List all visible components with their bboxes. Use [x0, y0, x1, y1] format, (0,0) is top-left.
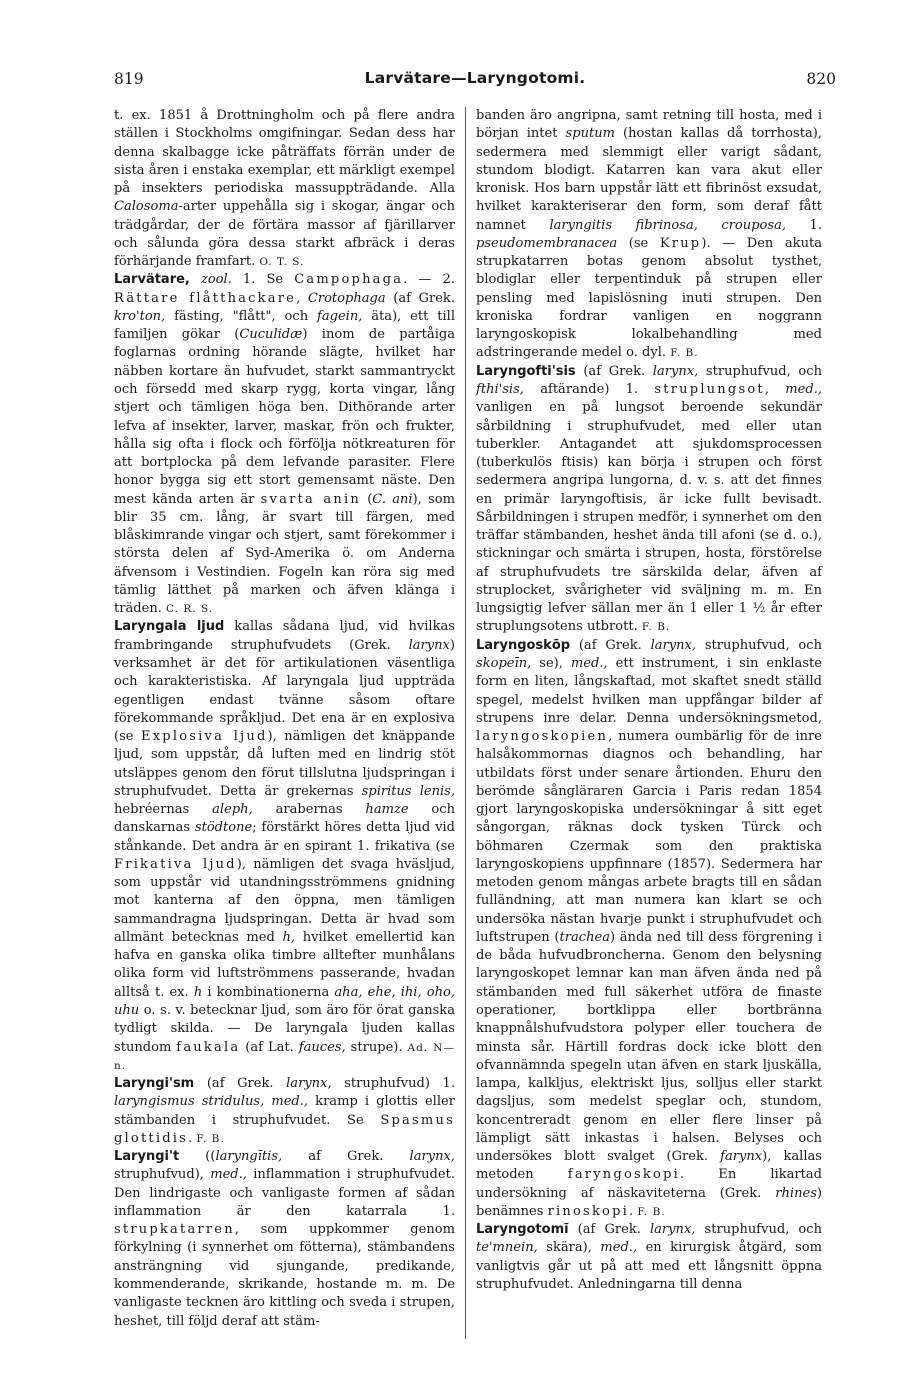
- italic-run: larynx,: [650, 637, 697, 653]
- entry-laryngism: [114, 1075, 455, 1148]
- entry-laryngit-continued: [476, 107, 822, 363]
- headword: Laryngotomī: [476, 1222, 569, 1238]
- italic-run: Cuculidæ: [239, 327, 303, 343]
- italic-run: Calosoma: [114, 199, 179, 215]
- spaced-term: Spasmus glottidis: [114, 1112, 455, 1146]
- italic-run: aleph,: [212, 802, 253, 818]
- text-run: vanligen en på lungsot beroende sekundär sårbildning i struphufvudet, med eller utan tuberkler. Antagandet att sjukdomsprocessen (tuberkulös ftisis) kan börja i strupen och först sedermera angripa lungorna, d. v. s. att det finnes en primär laryngoftisis, är icke fullt bevisadt. Sårbildningen i strupen medför, i synnerhet om den träffar stämbanden, heshet ända till afoni (se d. o.), stickningar och smärta i strupen, hosta, förstörelse af struphufvudets tre särskilda delar, äfven af struplocket, svårigheter vid sväljning m. m. En lungsigtig lefver sällan mer än 1 eller 1 ½ år efter struplungsotens utbrott.: [476, 400, 822, 635]
- text-run: hvilket emellertid kan hafva en ganska olika timbre alltefter munhålans olika form vid luftströmmens passerande, hvadan alltså t. ex.: [114, 929, 455, 1000]
- text-run: (af Lat.: [240, 1039, 299, 1055]
- text-run: ,: [764, 381, 786, 397]
- italic-run: spiritus lenis,: [361, 783, 456, 799]
- text-run: banden äro angripna, samt retning till hosta, med i början intet: [476, 108, 822, 142]
- headword: Laryngi't: [114, 1149, 180, 1165]
- headword: Laryngala ljud: [114, 619, 225, 635]
- right-column: [476, 107, 822, 1294]
- headword: Larvätare,: [114, 272, 190, 288]
- italic-run: hamze: [365, 802, 409, 818]
- text-run: (af Grek.: [570, 637, 651, 653]
- text-run: , som uppkommer genom förkylning (i synnerhet om fötterna), stämbandens ansträngning vid sjungande, predikande, kommenderande, skrikande, hostande m. m. De vanligaste tecknen äro kittling och sveda i strupen, heshet, till följd deraf att stäm-: [114, 1222, 455, 1329]
- text-run: hebréernas: [114, 802, 213, 818]
- text-run: ), kallas metoden: [476, 1149, 822, 1183]
- entry-laryngit: [114, 1148, 455, 1331]
- text-run: .: [188, 1130, 197, 1146]
- text-run: af Grek.: [282, 1149, 410, 1165]
- text-run: struphufvud, och: [698, 363, 822, 379]
- author-signature: C. R. S.: [166, 603, 214, 616]
- text-run: och danskarnas: [114, 802, 456, 836]
- italic-run: te'mnein,: [476, 1240, 538, 1256]
- text-run: struphufvud) 1.: [331, 1076, 455, 1092]
- text-run: strupe).: [345, 1039, 408, 1055]
- text-run: en kirurgisk åtgärd, som vanligtvis går ut på att med ett långsnitt öppna struphufvudet. Anledningarna till denna: [476, 1240, 822, 1292]
- author-signature: F. B.: [196, 1132, 225, 1145]
- italic-run: fagein,: [317, 308, 363, 324]
- headword: Laryngoskōp: [476, 637, 571, 653]
- text-run: se),: [531, 655, 571, 671]
- italic-run: larynx,: [286, 1076, 332, 1092]
- italic-run: pseudomembranacea: [476, 235, 618, 251]
- spaced-term: struplungsot: [654, 381, 765, 397]
- spaced-term: Frikativa ljud: [114, 856, 237, 872]
- italic-run: sputum: [565, 126, 615, 142]
- text-run: (af Grek.: [568, 1222, 650, 1238]
- italic-run: zool.: [200, 272, 232, 288]
- text-run: .: [629, 1203, 638, 1219]
- text-run: (af Grek.: [194, 1076, 287, 1092]
- italic-run: trachea: [559, 929, 610, 945]
- page-header: [114, 70, 836, 92]
- entry-laryngotomi: [476, 1221, 822, 1294]
- headword: Laryngi'sm: [114, 1076, 195, 1092]
- text-run: ) benämnes: [476, 1185, 822, 1219]
- spaced-term: svarta anin: [260, 491, 361, 507]
- spaced-term: laryngoskopien: [476, 729, 609, 745]
- entry-laryngoftisis: [476, 363, 822, 637]
- column-divider: [465, 107, 466, 1339]
- entry-laryngoskop: [476, 637, 822, 1222]
- text-run: (af Grek.: [385, 290, 455, 306]
- spaced-term: strupkatarren: [114, 1222, 235, 1238]
- text-run: skära),: [537, 1240, 601, 1256]
- italic-run: larynx,: [652, 363, 699, 379]
- text-run: (: [360, 491, 373, 507]
- italic-run: C. ani: [372, 491, 413, 507]
- italic-run: h,: [282, 929, 296, 945]
- spaced-term: faukala: [176, 1039, 241, 1055]
- italic-run: h: [193, 984, 203, 1000]
- text-run: i kombinationerna: [202, 984, 335, 1000]
- italic-run: med.,: [570, 655, 608, 671]
- text-run: [190, 272, 201, 287]
- text-run: ett instrument, i sin enklaste form en liten, långskaftad, mot skaftet snedt ställd spegel, medelst hvilken man uppfångar bilder af strupens inre delar. Denna undersökningsmetod,: [476, 655, 822, 726]
- italic-run: laryngismus stridulus, med.,: [114, 1094, 309, 1110]
- spaced-term: Campophaga: [294, 272, 404, 288]
- text-run: struphufvud),: [114, 1167, 211, 1183]
- author-signature: Ad. N—n.: [114, 1041, 455, 1072]
- text-run: (af Grek.: [575, 363, 653, 379]
- text-run: äta), ett till familjen gökar (: [114, 308, 456, 343]
- entry-laryngala-ljud: [114, 618, 455, 1075]
- italic-run: farynx: [720, 1149, 763, 1165]
- italic-run: larynx,: [649, 1222, 696, 1238]
- text-run: ,: [296, 290, 308, 306]
- text-run: 1. Se: [231, 272, 295, 288]
- text-run: . En likartad undersökning af näskaviteterna (Grek.: [476, 1167, 822, 1201]
- running-title: Larvätare—Laryngotomi.: [364, 69, 586, 87]
- spaced-term: Krup: [659, 235, 702, 251]
- text-run: ) inom de partåiga foglarnas ordning hörande slägte, hvilket har näbben kortare än hufvudet, starkt sammantryckt och försedd med skarp rygg, korta vingar, lång stjert och tämligen höga ben. Dithörande arter lefva af insekter, larver, maskar, frön och frukter, hålla sig ofta i flock och förfölja nötkreaturen för att bortplocka på dem lefvande parasiter. Flere honor bygga sig ett stort gemensamt näste. Den mest kända arten är: [114, 327, 455, 507]
- author-signature: F. B.: [641, 621, 671, 634]
- text-run: ), nämligen det knäppande ljud, som uppstår, då luften med en lindrig stöt utsläppes genom den förut tillslutna ljudspringan i struphufvudet. Detta är grekernas: [114, 729, 455, 799]
- author-signature: O. T. S.: [259, 256, 305, 269]
- text-run: struphufvud, och: [695, 1222, 822, 1238]
- text-run: aftärande) 1.: [523, 381, 655, 397]
- text-run: ), som blir 35 cm. lång, är svart till färgen, med blåskimrande vingar och stjert, samt förekommer i största delen af Syd-Amerika ö. om Anderna äfvensom i Vestindien. Fogeln kan röra sig med tämlig lätthet på marken och äfven klänga i träden.: [114, 491, 455, 617]
- author-signature: F. B.: [637, 1205, 666, 1218]
- italic-run: kro'ton,: [114, 308, 166, 324]
- spaced-term: rinoskopi: [547, 1203, 630, 1219]
- text-run: , numera oumbärlig för de inre halsåkommornas diagnos och behandling, har utbildats först under senare årtionden. Ehuru den berömde sångläraren Garcia i Paris redan 1854 gjort laryngoskopiska undersökningar å sitt eget sångorgan, räknas dock tysken Türck och böhmaren Czermak som den praktiska laryngoskopiens uppfinnare (1857). Sedermera har metoden genom mångas arbete bragts till en sådan fulländning, att man numera kan klart se och undersöka nästan hvarje punkt i struphufvudet och luftstrupen (: [476, 729, 822, 945]
- page-number-left: 819: [114, 70, 144, 88]
- text-run: ). — Den akuta strupkatarren botas genom absolut tysthet, blodiglar eller terpentinduk på strupen eller pensling med lapislösning inuti strupen. Den kroniska fordrar vanligen en noggrann laryngoskopisk lokalbehandling med adstringerande medel o. dyl.: [476, 235, 822, 361]
- italic-run: larynx,: [409, 1149, 455, 1165]
- text-run: ; förstärkt höres detta ljud vid stånkande. Det andra är en spirant 1. frikativa (se: [114, 820, 455, 854]
- text-run: ((: [179, 1149, 216, 1165]
- italic-run: med.,: [210, 1167, 247, 1183]
- text-run: kramp i glottis eller stämbanden i struphufvudet. Se: [114, 1094, 455, 1128]
- entry-continuation: [114, 107, 455, 271]
- text-run: . — 2.: [403, 272, 455, 288]
- italic-run: fauces,: [298, 1039, 346, 1055]
- italic-run: med.,: [785, 381, 822, 397]
- headword: Laryngofti'sis: [476, 363, 576, 379]
- text-run: struphufvud, och: [696, 637, 823, 653]
- italic-run: stödtone: [194, 820, 253, 836]
- italic-run: rhines: [775, 1185, 817, 1201]
- page-number-right: 820: [806, 70, 836, 88]
- author-signature: F. B.: [670, 347, 699, 360]
- text-run: o. s. v. betecknar ljud, som äro för örat ganska tydligt skilda. — De laryngala ljuden kallas stundom: [114, 1003, 455, 1055]
- italic-run: aha, ehe, ihi, oho, uhu: [114, 984, 455, 1019]
- spaced-term: Rättare flåtthackare: [114, 290, 297, 306]
- text-run: (se: [617, 235, 660, 251]
- text-run: -arter uppehålla sig i skogar, ängar och trädgårdar, der de förtära massor af fjärillarver och sålunda göra dessa starkt afbräck i deras förhärjande framfart.: [114, 199, 455, 270]
- entry-larvatare: [114, 271, 455, 618]
- italic-run: larynx: [408, 637, 450, 653]
- italic-run: Crotophaga: [307, 290, 386, 306]
- text-run: ) verksamhet är det för artikulationen väsentliga och karakteristiska. Af laryngala ljud uppträda egentligen endast tvänne såsom oftare förekommande språkljud. Det ena är en explosiva (se: [114, 637, 455, 745]
- text-run: ) ända ned till dess förgrening i de båda hufvudbroncherna. Genom den belysning laryngoskopet lemnar kan man äfven ända ned på stämbanden med full säkerhet utföra de finaste operationer, bortklippa eller bortbränna knappnålshufvudstora polyper eller touchera de minsta sår. Härtill fordras dock icke blott den ofvannämnda spegeln utan äfven en stark ljuskälla, lampa, kalkljus, elektriskt ljus, solljus eller starkt dagsljus, som medelst speglar och, stundom, koncentreradt genom en eller flere linser på lämpligt sätt inkastas i halsen. Belyses och undersökes blott svalget (Grek.: [476, 929, 822, 1165]
- text-run: inflammation i struphufvudet. Den lindrigaste och vanligaste formen af sådan inflammation är den katarrala 1.: [114, 1167, 455, 1219]
- left-column: [114, 107, 455, 1331]
- spaced-term: Explosiva ljud: [141, 729, 268, 745]
- italic-run: skopeīn,: [476, 655, 532, 671]
- text-run: ), nämligen det svaga hväsljud, som uppstår vid utandningsströmmens gnidning mot kanterna af den öppna, men tämligen sammandragna ljudspringan. Detta är hvad som allmänt betecknas med: [114, 856, 455, 945]
- text-run: 1.: [786, 217, 822, 233]
- text-run: kallas sådana ljud, vid hvilkas frambringande struphufvudets (Grek.: [114, 619, 455, 653]
- italic-run: med.,: [600, 1240, 638, 1256]
- text-run: t. ex. 1851 å Drottningholm och på flere andra ställen i Stockholms omgifningar. Sedan dess har denna skalbagge icke påträffats förrän under de sista åren i enstaka exemplar, ett märkligt exempel på insekters periodiska massuppträdande. Alla: [114, 108, 455, 197]
- italic-run: laryngitis fibrinosa, crouposa,: [549, 217, 787, 233]
- italic-run: laryngītis,: [215, 1149, 283, 1165]
- spaced-term: faryngoskopi: [567, 1167, 681, 1183]
- text-run: fästing, "flått", och: [165, 308, 317, 324]
- text-run: arabernas: [252, 802, 366, 818]
- text-run: (hostan kallas då torrhosta), sedermera med slemmigt eller varigt sådant, stundom blodigt. Katarren kan vara akut eller kronisk. Hos barn uppstår lätt ett fibrinöst exsudat, hvilket karakteriserar den form, som deraf fått namnet: [476, 126, 822, 233]
- italic-run: fthi'sis,: [476, 381, 524, 397]
